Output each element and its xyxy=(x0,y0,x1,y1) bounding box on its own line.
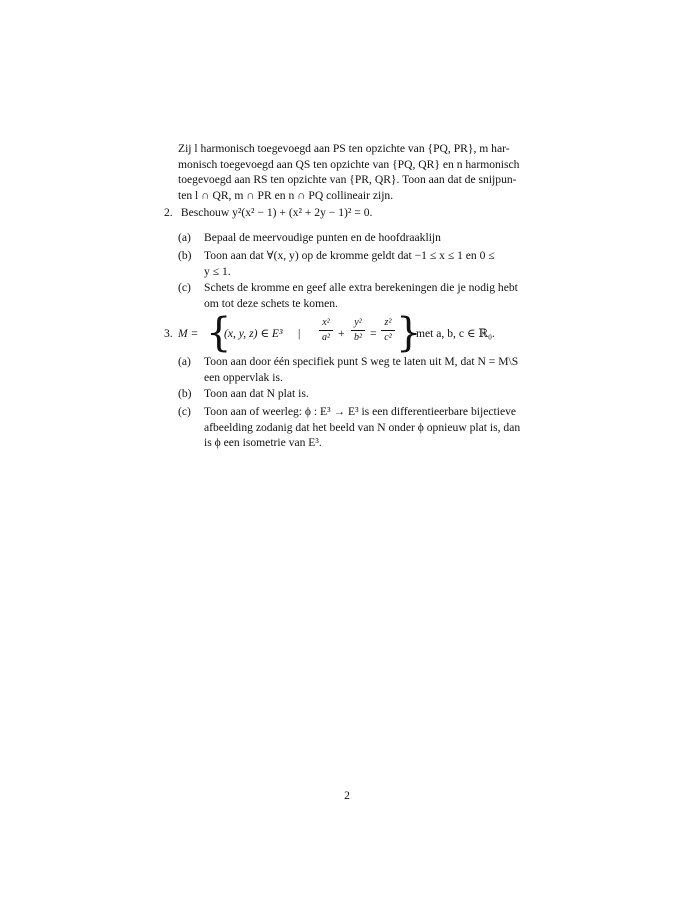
item-text xyxy=(204,354,544,385)
item-tag: (b) xyxy=(178,387,192,400)
plus-sign: + xyxy=(338,327,345,340)
numerator: z² xyxy=(384,317,392,328)
numerator: y² xyxy=(354,317,362,328)
page-number: 2 xyxy=(344,789,350,802)
fraction-x xyxy=(318,316,334,345)
problem-2 xyxy=(164,205,544,221)
item-line-2: om tot deze schets te komen. xyxy=(204,296,338,310)
item-line-2: y ≤ 1. xyxy=(204,264,231,278)
set-bar: | xyxy=(298,327,301,340)
fraction-z xyxy=(380,316,396,345)
item-line-1: Toon aan door één specifiek punt S weg te laten uit M, dat N = M\S xyxy=(204,355,519,368)
intro-line-4: ten l ∩ QR, m ∩ PR en n ∩ PQ collineair zijn. xyxy=(178,188,394,202)
item-line-2: afbeelding zodanig dat het beeld van N onder ϕ opnieuw plat is, dan xyxy=(204,420,521,434)
set-tail: met a, b, c ∈ ℝ₀. xyxy=(416,327,495,340)
denominator: c² xyxy=(384,332,392,343)
item-line-1: Toon aan of weerleg: ϕ : E³ → E³ is een differentieerbare bijectieve xyxy=(204,405,517,418)
equals-sign: = xyxy=(370,327,377,340)
set-lhs: M = xyxy=(178,327,199,340)
denominator: a² xyxy=(322,332,330,343)
item-tag: (c) xyxy=(178,405,191,418)
item-tag: (b) xyxy=(178,249,192,262)
problem-2-number: 2. xyxy=(164,206,173,219)
item-text xyxy=(204,404,544,451)
item-text xyxy=(204,248,544,279)
item-text: Toon aan dat N plat is. xyxy=(204,387,309,400)
problem-2-statement: Beschouw y²(x² − 1) + (x² + 2y − 1)² = 0. xyxy=(180,206,373,219)
intro-line-3: toegevoegd aan RS ten opzichte van {PR, QR}. Toon aan dat de snijpun- xyxy=(178,173,517,187)
item-tag: (c) xyxy=(178,281,191,294)
close-brace: } xyxy=(396,310,422,356)
item-text: Bepaal de meervoudige punten en de hoofdraaklijn xyxy=(204,231,441,244)
numerator: x² xyxy=(322,317,330,328)
intro-line-2: monisch toegevoegd aan QS ten opzichte van {PQ, QR} en n harmonisch xyxy=(178,157,520,171)
problem-3-set-definition xyxy=(164,310,544,356)
item-line-1: Toon aan dat ∀(x, y) op de kromme geldt dat −1 ≤ x ≤ 1 en 0 ≤ xyxy=(204,249,495,262)
problem-3a xyxy=(178,354,544,385)
problem-3c xyxy=(178,404,544,451)
set-element: (x, y, z) ∈ E³ xyxy=(224,327,283,340)
item-text xyxy=(204,280,544,311)
problem-2c xyxy=(178,280,544,311)
problem-2a xyxy=(178,230,544,246)
problem-3-number: 3. xyxy=(164,327,173,340)
problem-2b xyxy=(178,248,544,279)
fraction-y xyxy=(350,316,366,345)
item-line-2: een oppervlak is. xyxy=(204,370,283,384)
open-brace: { xyxy=(206,310,232,356)
item-line-1: Schets de kromme en geef alle extra berekeningen die je nodig hebt xyxy=(204,281,518,294)
item-line-3: is ϕ een isometrie van E³. xyxy=(204,436,322,450)
item-tag: (a) xyxy=(178,355,191,368)
intro-line-1: Zij l harmonisch toegevoegd aan PS ten opzichte van {PQ, PR}, m har- xyxy=(178,142,510,155)
problem-3b xyxy=(178,386,544,402)
denominator: b² xyxy=(354,332,362,343)
item-tag: (a) xyxy=(178,231,191,244)
intro-paragraph xyxy=(178,141,544,203)
